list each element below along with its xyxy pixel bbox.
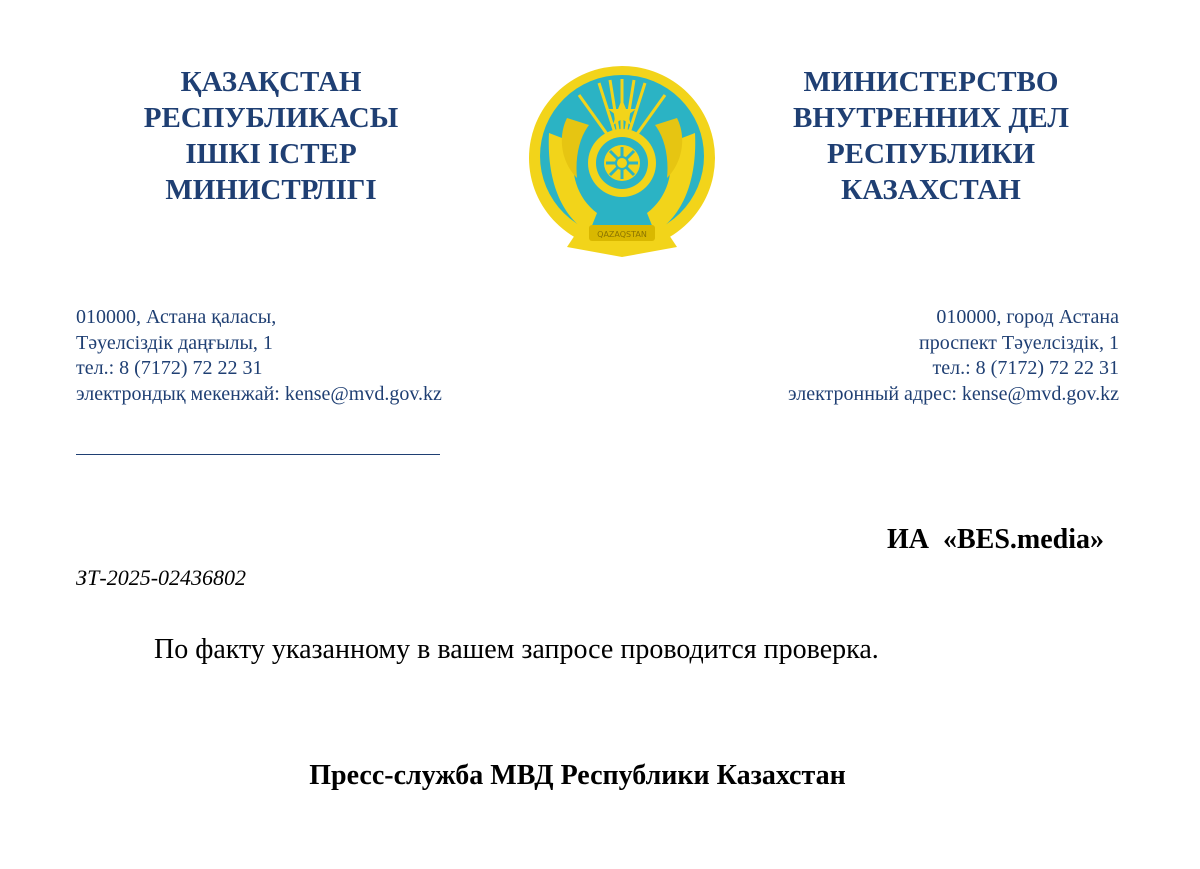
address-russian-street: проспект Тәуелсіздік, 1 — [919, 331, 1119, 354]
address-russian-city: 010000, город Астана — [936, 306, 1119, 328]
address-kazakh-email: электрондық мекенжай: kense@mvd.gov.kz — [76, 382, 442, 405]
header-kazakh-line-4: МИНИСТРЛІГІ — [165, 174, 377, 206]
address-kazakh-city: 010000, Астана қаласы, — [76, 306, 277, 328]
address-russian-phone: тел.: 8 (7172) 72 22 31 — [932, 357, 1119, 379]
address-russian — [788, 305, 1119, 407]
emblem-banner-text: QAZAQSTAN — [597, 230, 647, 239]
address-kazakh — [76, 305, 442, 407]
reference-number: ЗТ-2025-02436802 — [76, 565, 247, 590]
recipient: ИА «BES.media» — [886, 524, 1104, 555]
address-kazakh-phone: тел.: 8 (7172) 72 22 31 — [76, 357, 263, 379]
address-russian-email: электронный адрес: kense@mvd.gov.kz — [787, 382, 1119, 405]
outgoing-number-line — [76, 454, 440, 455]
letter-body: По факту указанному в вашем запросе проводится проверка. — [154, 634, 879, 665]
header-russian-line-2: ВНУТРЕННИХ ДЕЛ — [793, 102, 1069, 134]
header-russian — [741, 64, 1121, 208]
signature: Пресс-служба МВД Республики Казахстан — [309, 760, 846, 791]
header-russian-line-4: КАЗАХСТАН — [841, 174, 1021, 206]
header-russian-line-3: РЕСПУБЛИКИ — [826, 138, 1036, 170]
state-emblem — [527, 63, 717, 259]
header-kazakh — [81, 64, 461, 208]
header-kazakh-line-2: РЕСПУБЛИКАСЫ — [143, 102, 399, 134]
address-kazakh-street: Тәуелсіздік даңғылы, 1 — [76, 331, 273, 354]
header-kazakh-line-1: ҚАЗАҚСТАН — [180, 66, 362, 98]
header-russian-line-1: МИНИСТЕРСТВО — [803, 66, 1059, 98]
header-kazakh-line-3: ІШКІ ІСТЕР — [185, 138, 357, 170]
